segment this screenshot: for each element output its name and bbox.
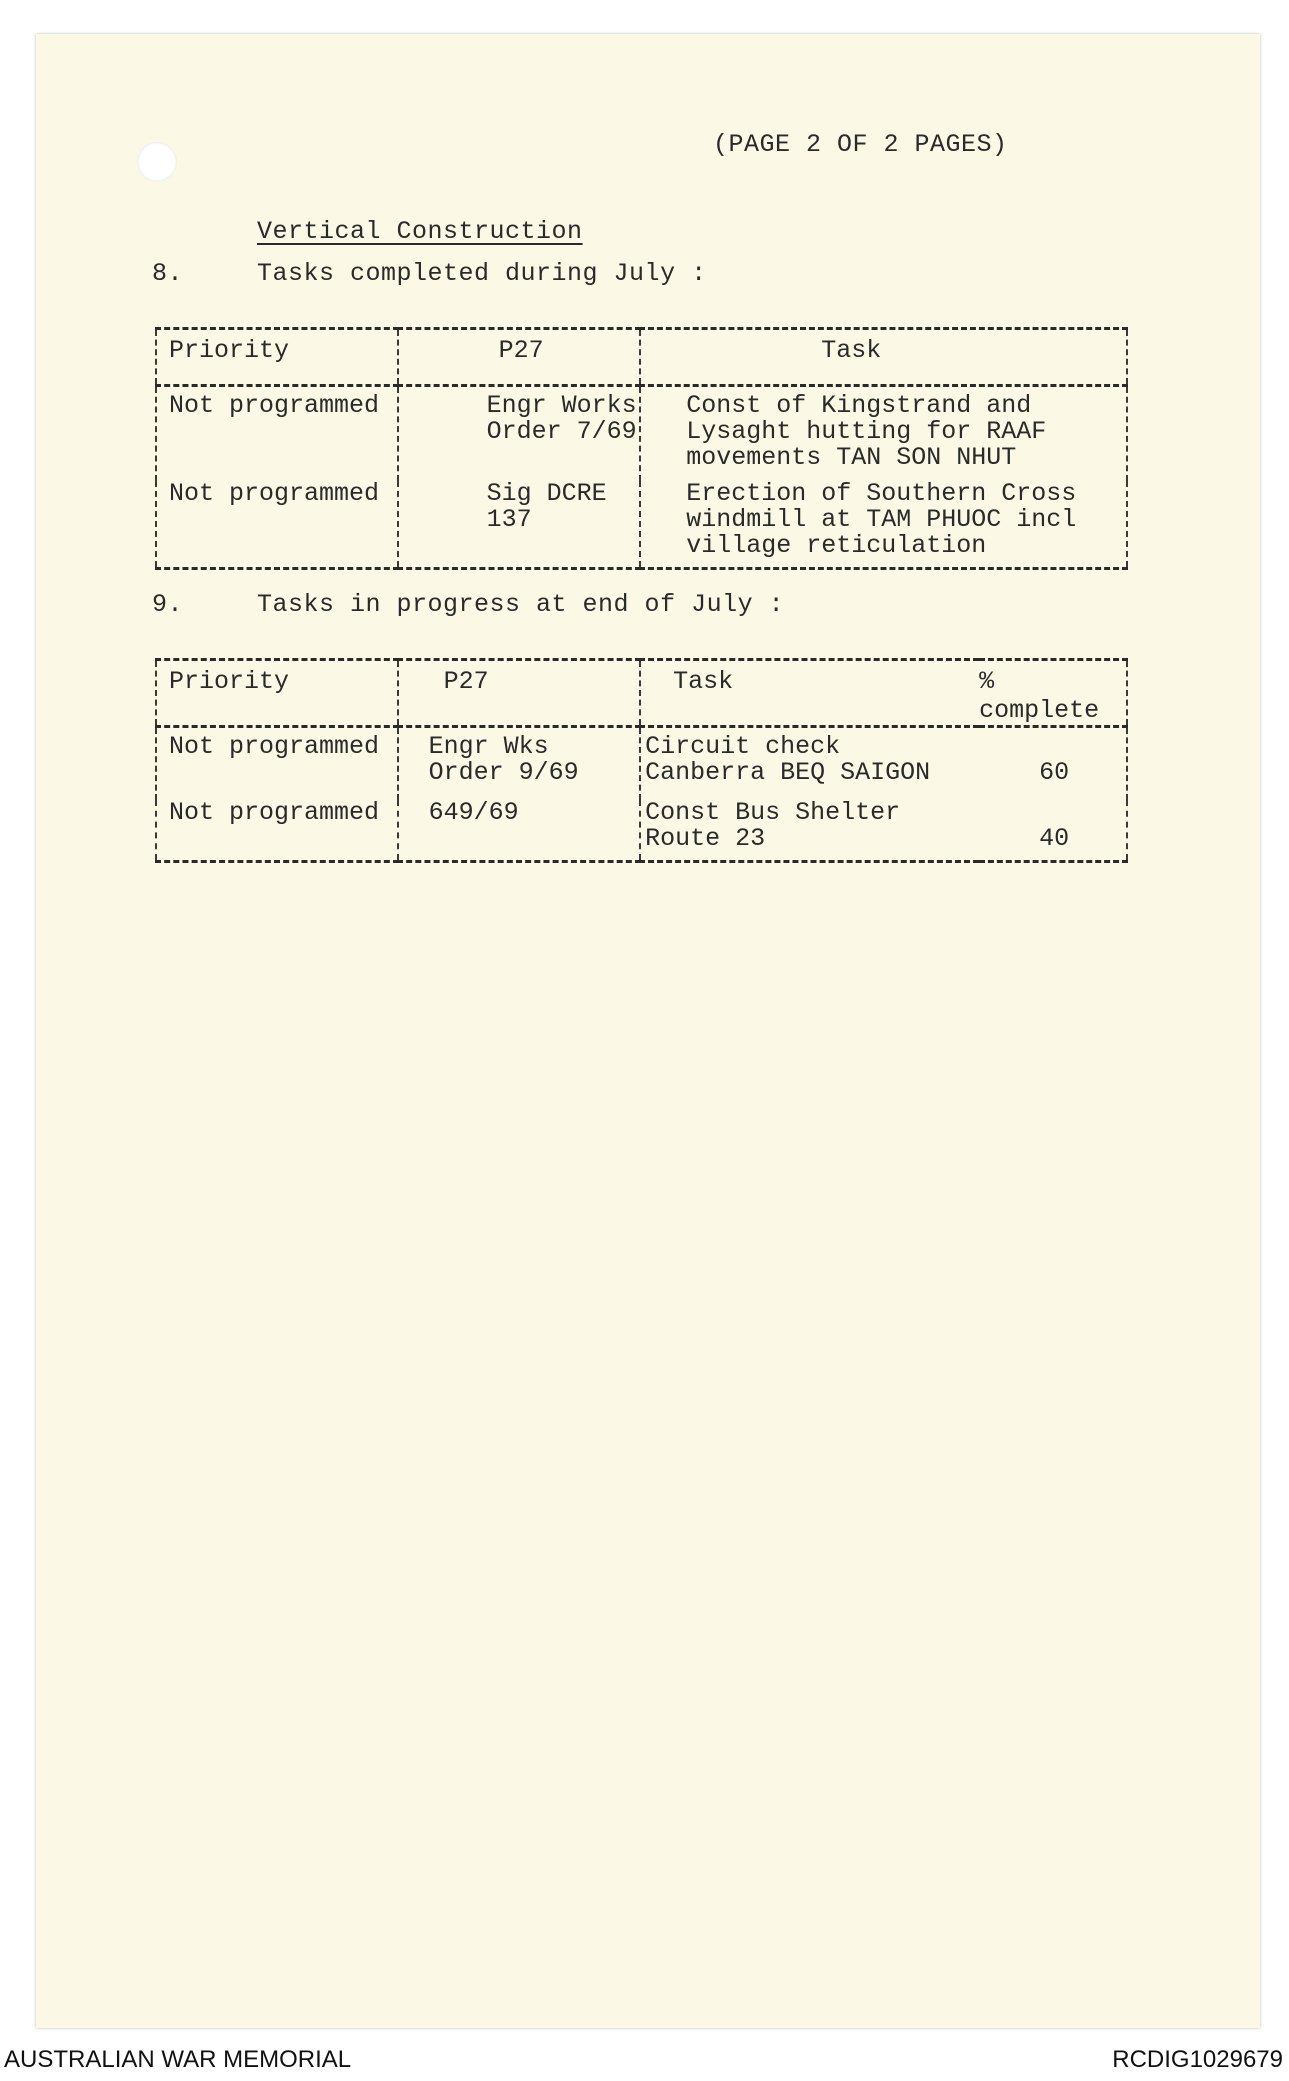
header-p27: P27 — [398, 329, 641, 386]
percent-complete-cell: 40 — [979, 800, 1127, 862]
task-cell: Const Bus Shelter Route 23 — [640, 800, 979, 862]
header-p27: P27 — [398, 660, 640, 727]
priority-cell: Not programmed — [156, 727, 398, 801]
header-task: Task — [640, 329, 1127, 386]
p27-cell: Engr Wks Order 9/69 — [398, 727, 640, 801]
tasks-completed-table — [155, 327, 1128, 570]
p27-cell: Sig DCRE 137 — [398, 481, 641, 569]
page-marker: (PAGE 2 OF 2 PAGES) — [713, 130, 1008, 159]
footer-record-id: RCDIG1029679 — [1112, 2046, 1283, 2073]
tasks-in-progress-table — [155, 658, 1128, 863]
priority-cell: Not programmed — [156, 481, 398, 569]
paragraph-title-9: Tasks in progress at end of July : — [257, 590, 785, 619]
header-priority: Priority — [156, 660, 398, 727]
paragraph-number-8: 8. — [152, 259, 184, 288]
paragraph-title-8: Tasks completed during July : — [257, 259, 707, 288]
task-cell: Const of Kingstrand and Lysaght hutting for RAAF movements TAN SON NHUT — [640, 386, 1127, 482]
task-cell: Erection of Southern Cross windmill at TAM PHUOC incl village reticulation — [640, 481, 1127, 569]
punch-hole — [137, 142, 177, 182]
section-heading: Vertical Construction — [257, 217, 583, 246]
header-priority: Priority — [156, 329, 398, 386]
task-cell: Circuit check Canberra BEQ SAIGON — [640, 727, 979, 801]
footer-archive-name: AUSTRALIAN WAR MEMORIAL — [4, 2046, 352, 2073]
header-percent-complete: % complete — [979, 660, 1127, 727]
p27-cell: 649/69 — [398, 800, 640, 862]
table-row — [156, 800, 1127, 862]
priority-cell: Not programmed — [156, 800, 398, 862]
percent-complete-cell: 60 — [979, 727, 1127, 801]
p27-cell: Engr Works Order 7/69 — [398, 386, 641, 482]
table-row — [156, 386, 1127, 482]
table-row — [156, 727, 1127, 801]
table-header-row — [156, 660, 1127, 727]
paragraph-number-9: 9. — [152, 590, 184, 619]
priority-cell: Not programmed — [156, 386, 398, 482]
table-row — [156, 481, 1127, 569]
header-task: Task — [640, 660, 979, 727]
table-header-row — [156, 329, 1127, 386]
